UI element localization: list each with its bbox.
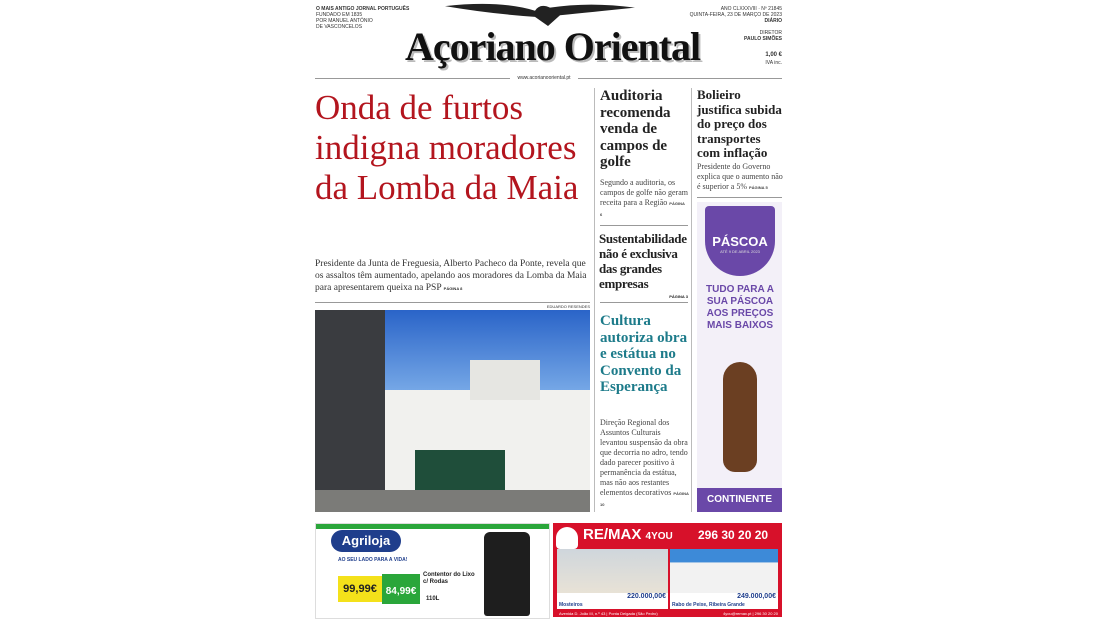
masthead-logo[interactable]: Açoriano Oriental xyxy=(405,24,701,69)
phone[interactable]: 296 30 20 20 xyxy=(698,528,769,542)
old-price: 99,99€ xyxy=(338,576,382,602)
ad-text: TUDO PARA A SUA PÁSCOA AOS PREÇOS MAIS BAIXOS xyxy=(706,284,774,331)
page-ref: PÁGINA 3 xyxy=(669,294,688,299)
capacity: 110L xyxy=(426,596,440,602)
body-text: Direção Regional dos Assuntos Culturais levantou suspensão da obra que decorria no adro, tendo dado parecer positivo à permanência da estátua, mas não aos restantes elementos decorativos xyxy=(600,418,688,497)
remax-balloon-icon xyxy=(556,527,578,549)
contact: 4you@remax.pt | 296 30 20 20 xyxy=(723,611,778,616)
price: 1,00 € xyxy=(765,52,782,58)
story-culture-title[interactable]: Cultura autoriza obra e estátua no Convento da Esperança xyxy=(600,313,688,395)
address: Avenida D. João III, n.º 43 | Ponta Delgada (São Pedro) xyxy=(559,611,658,616)
agriloja-ad[interactable] xyxy=(315,523,550,619)
listing-location: Mosteiros xyxy=(559,602,583,608)
listing-photo xyxy=(670,549,778,593)
story-culture-body xyxy=(600,418,690,510)
badge-sub: ATÉ 9 DE ABRIL 2023 xyxy=(720,249,760,254)
story-bolieiro-body xyxy=(697,162,785,193)
photo-credit: EDUARDO RESENDES xyxy=(546,304,590,309)
director-label: DIRETOR xyxy=(759,30,782,36)
remax-ad[interactable] xyxy=(553,523,782,617)
new-price: 84,99€ xyxy=(382,574,420,604)
website-link[interactable]: www.acorianooriental.pt xyxy=(517,75,571,81)
listing-price: 249.000,00€ xyxy=(737,593,776,600)
page-ref: PÁGINA 6 xyxy=(600,201,685,217)
vat: IVA inc. xyxy=(765,60,782,66)
director-name: PAULO SIMÕES xyxy=(744,36,782,42)
main-photo xyxy=(315,310,590,512)
page-ref: PÁGINA 8 xyxy=(443,286,463,291)
story-bolieiro-title[interactable]: Bolieiro justifica subida do preço dos transportes com inflação xyxy=(697,87,782,160)
body-text: Segundo a auditoria, os campos de golfe não geram receita para a Região xyxy=(600,178,688,207)
listing-location: Rabo de Peixe, Ribeira Grande xyxy=(672,602,745,608)
chocolate-bunny-icon xyxy=(723,362,757,472)
continente-logo: CONTINENTE xyxy=(697,488,782,512)
product-name: Contentor do Lixo c/ Rodas xyxy=(423,572,475,585)
agriloja-slogan: AO SEU LADO PARA A VIDA! xyxy=(338,557,408,563)
story-golf-title[interactable]: Auditoria recomenda venda de campos de golfe xyxy=(600,88,671,170)
continente-ad[interactable] xyxy=(697,202,782,512)
brand: RE/MAX xyxy=(583,526,642,543)
founder: POR MANUEL ANTÓNIO xyxy=(316,18,373,24)
remax-logo xyxy=(583,526,673,543)
founder: DE VASCONCELOS xyxy=(316,24,363,30)
body-text: Presidente do Governo explica que o aumento não é superior a 5% xyxy=(697,162,783,191)
frequency: DIÁRIO xyxy=(764,18,782,24)
main-lede xyxy=(315,258,595,295)
issue-date: QUINTA-FEIRA, 23 DE MARÇO DE 2023 xyxy=(689,12,782,18)
eagle-logo-icon xyxy=(440,0,640,26)
page-ref: PÁGINA 5 xyxy=(748,185,768,190)
story-golf-body xyxy=(600,178,688,220)
listing-photo xyxy=(557,549,668,593)
story-sustainability-title[interactable]: Sustentabilidade não é exclusiva das grandes empresas xyxy=(599,231,687,291)
trash-bin-icon xyxy=(484,532,530,616)
listing-2[interactable] xyxy=(670,593,778,609)
listing-price: 220.000,00€ xyxy=(627,593,666,600)
founded: FUNDADO EM 1835 xyxy=(316,12,363,18)
main-headline[interactable]: Onda de furtos indigna moradores da Lomba da Maia xyxy=(315,88,579,207)
sub: 4YOU xyxy=(645,531,673,542)
lede-text: Presidente da Junta de Freguesia, Alberto Pacheco da Ponte, revela que os assaltos têm aumentado, apelando aos moradores da Lomba da Maia para apresentarem queixa na PSP xyxy=(315,259,587,293)
badge-title: PÁSCOA xyxy=(712,234,768,249)
page-ref: PÁGINA 10 xyxy=(600,491,689,507)
listing-1[interactable] xyxy=(557,593,668,609)
agriloja-logo: Agriloja xyxy=(331,530,401,552)
pascoa-badge xyxy=(705,206,775,276)
issue-number: ANO CLXXXVIII · Nº 21845 xyxy=(720,6,782,12)
tagline: O MAIS ANTIGO JORNAL PORTUGUÊS xyxy=(316,6,410,12)
